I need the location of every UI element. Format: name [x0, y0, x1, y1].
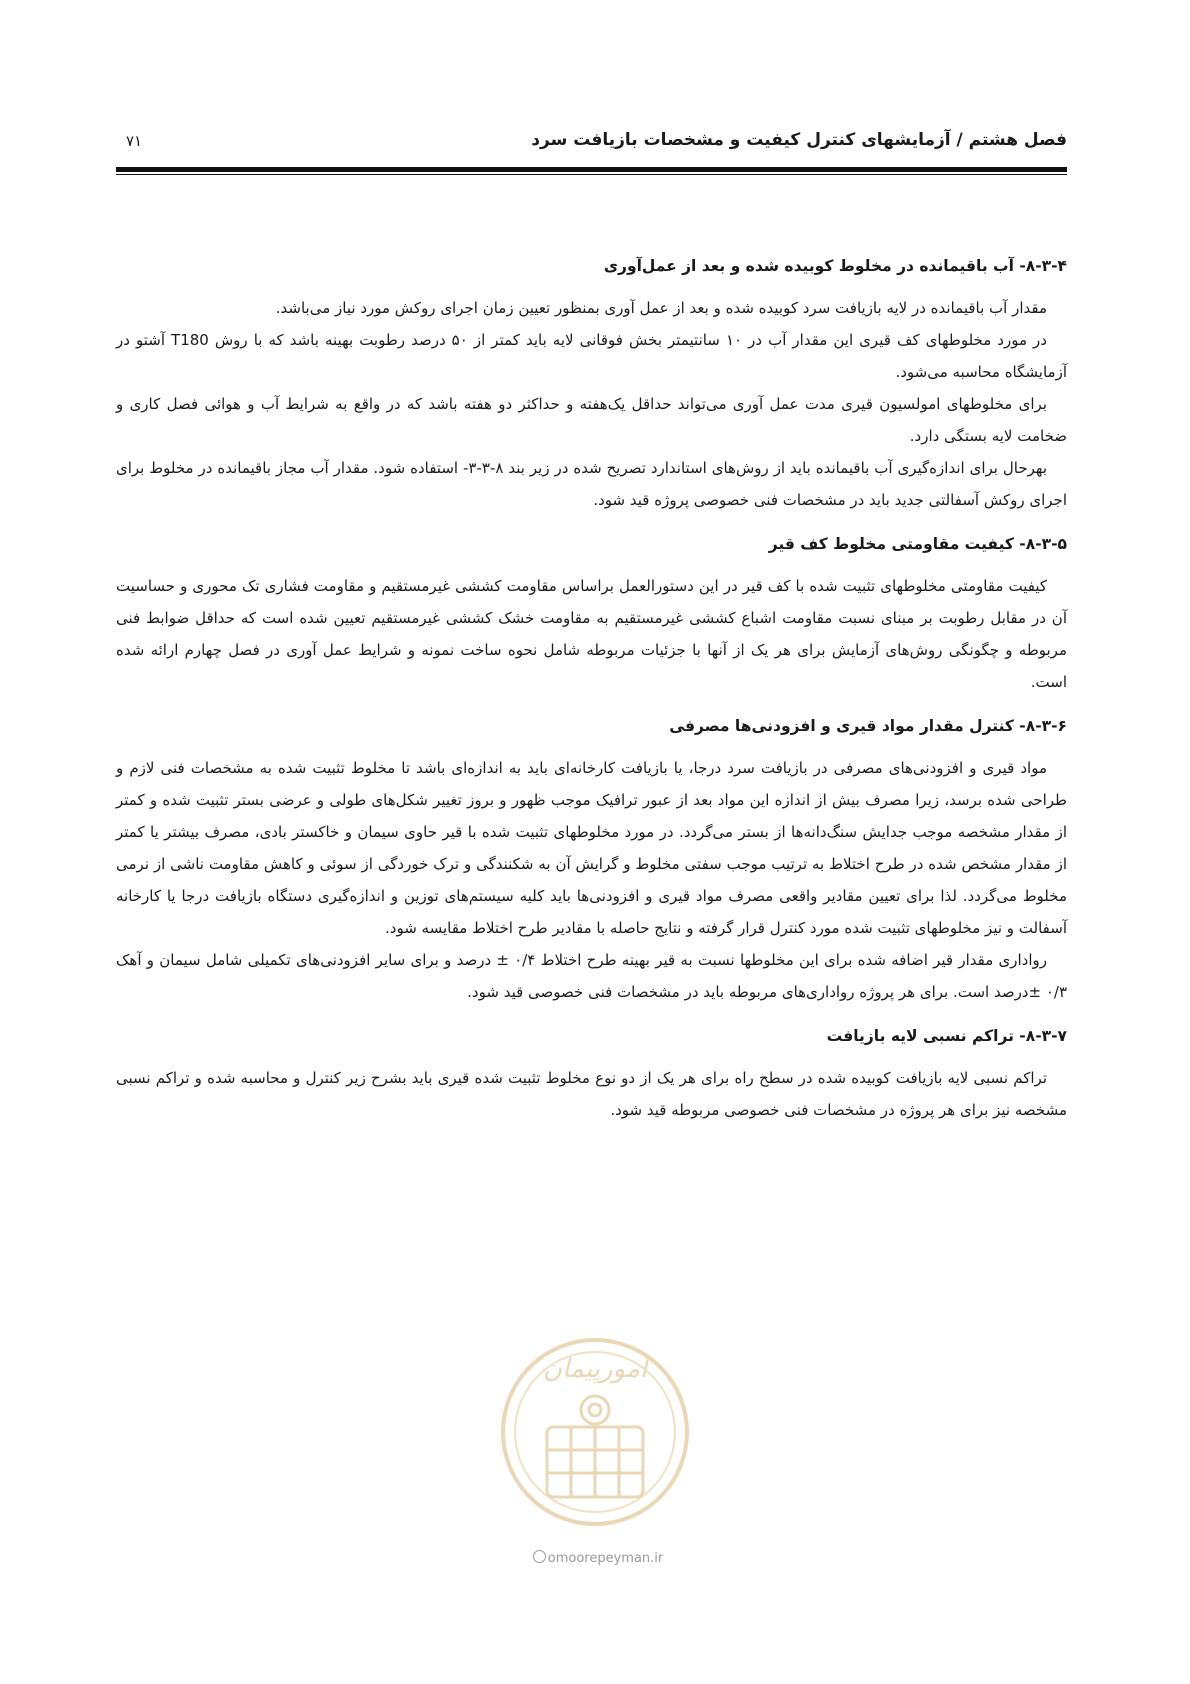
page-header	[116, 128, 1067, 158]
watermark-logo	[495, 1332, 695, 1542]
paragraph: تراکم نسبی لایه بازیافت کوبیده شده در سطح راه برای هر یک از دو نوع مخلوط تثبیت شده قیری باید بشرح زیر کنترل و محاسبه شده و تراکم نسبی مشخصه نیز برای هر پروژه در مشخصات فنی خصوصی مربوطه قید شود.	[116, 1069, 1067, 1119]
section-heading-8-3-4: ۸-۳-۴- آب باقیمانده در مخلوط کوبیده شده و بعد از عمل‌آوری	[603, 257, 1067, 275]
paragraph: برای مخلوطهای امولسیون قیری مدت عمل آوری می‌تواند حداقل یک‌هفته و حداکثر دو هفته باشد که در واقع به شرایط آب و هوائی فصل کاری و ضخامت لایه بستگی دارد.	[116, 395, 1067, 445]
paragraph: در مورد مخلوطهای کف قیری این مقدار آب در ۱۰ سانتیمتر بخش فوقانی لایه باید کمتر از ۵۰ درصد رطوبت بهینه باشد که با روش T180 آشتو در آزمایشگاه محاسبه می‌شود.	[116, 331, 1067, 381]
page-number: ۷۱	[126, 132, 143, 150]
section-heading-8-3-5: ۸-۳-۵- کیفیت مقاومتی مخلوط کف قیر	[768, 535, 1067, 553]
watermark-url-text: omoorepeyman.ir	[547, 1551, 664, 1566]
paragraph: رواداری مقدار قیر اضافه شده برای این مخلوطها نسبت به قیر بهینه طرح اختلاط ۰/۴ ± درصد و برای سایر افزودنی‌های تکمیلی شامل سیمان و آهک ۰/۳ ±درصد است. برای هر پروژه رواداری‌های مربوطه باید در مشخصات فنی خصوصی قید شود.	[116, 951, 1067, 1001]
watermark-url	[498, 1550, 698, 1566]
paragraph: بهرحال برای اندازه‌گیری آب باقیمانده باید از روش‌های استاندارد تصریح شده در زیر بند ۸-۳-۳- استفاده شود. مقدار آب مجاز باقیمانده در مخلوط برای اجرای روکش آسفالتی جدید باید در مشخصات فنی خصوصی پروژه قید شود.	[116, 459, 1067, 509]
paragraph: کیفیت مقاومتی مخلوطهای تثبیت شده با کف قیر در این دستورالعمل براساس مقاومت کششی غیرمستقیم و مقاومت فشاری تک محوری و حساسیت آن در مقابل رطوبت بر مبنای نسبت مقاومت اشباع کششی غیرمستقیم به مقاومت خشک کششی غیرمستقیم تعیین شده است که حداقل ضوابط فنی مربوطه و چگونگی روش‌های آزمایش برای هر یک از آنها با جزئیات مربوطه شامل نحوه ساخت نمونه و شرایط عمل آوری در فصل چهارم ارائه شده است.	[116, 577, 1067, 691]
paragraph: مقدار آب باقیمانده در لایه بازیافت سرد کوبیده شده و بعد از عمل آوری بمنظور تعیین زمان اجرای روکش مورد نیاز می‌باشد.	[275, 299, 1047, 317]
header-rule-thin	[116, 174, 1067, 175]
chapter-title: فصل هشتم / آزمایشهای کنترل کیفیت و مشخصات بازیافت سرد	[531, 130, 1067, 150]
section-heading-8-3-6: ۸-۳-۶- کنترل مقدار مواد قیری و افزودنی‌ها مصرفی	[669, 717, 1067, 735]
body-content	[116, 252, 1067, 1126]
paragraph: مواد قیری و افزودنی‌های مصرفی در بازیافت سرد درجا، یا بازیافت کارخانه‌ای باید به اندازه‌ای باشد تا مخلوط تثبیت شده به مشخصات فنی لازم و طراحی شده برسد، زیرا مصرف بیش از اندازه این مواد بعد از عبور ترافیک موجب ظهور و بروز تغییر شکل‌های طولی و عرضی بستر تثبیت شده و کمتر از مقدار مشخصه موجب جدایش سنگ‌دانه‌ها از بستر می‌گردد. در مورد مخلوطهای تثبیت شده با قیر حاوی سیمان و خاکستر بادی، مصرف بیشتر یا کمتر از مقدار مشخص شده در طرح اختلاط به ترتیب موجب سفتی مخلوط و گرایش آن به شکنندگی و ترک خوردگی از سوئی و کاهش مقاومت ناشی از نرمی مخلوط می‌گردد. لذا برای تعیین مقادیر واقعی مصرف مواد قیری و افزودنی‌ها باید کلیه سیستم‌های توزین و اندازه‌گیری دستگاه بازیافت درجا یا کارخانه آسفالت و نیز مخلوطهای تثبیت شده مورد کنترل قرار گرفته و نتایج حاصله با مقادیر طرح اختلاط مقایسه شود.	[116, 759, 1067, 937]
section-heading-8-3-7: ۸-۳-۷- تراکم نسبی لایه بازیافت	[826, 1027, 1067, 1045]
header-rule-thick	[116, 167, 1067, 172]
svg-text:امورپیمان: امورپیمان	[542, 1354, 648, 1384]
at-icon	[533, 1550, 546, 1563]
